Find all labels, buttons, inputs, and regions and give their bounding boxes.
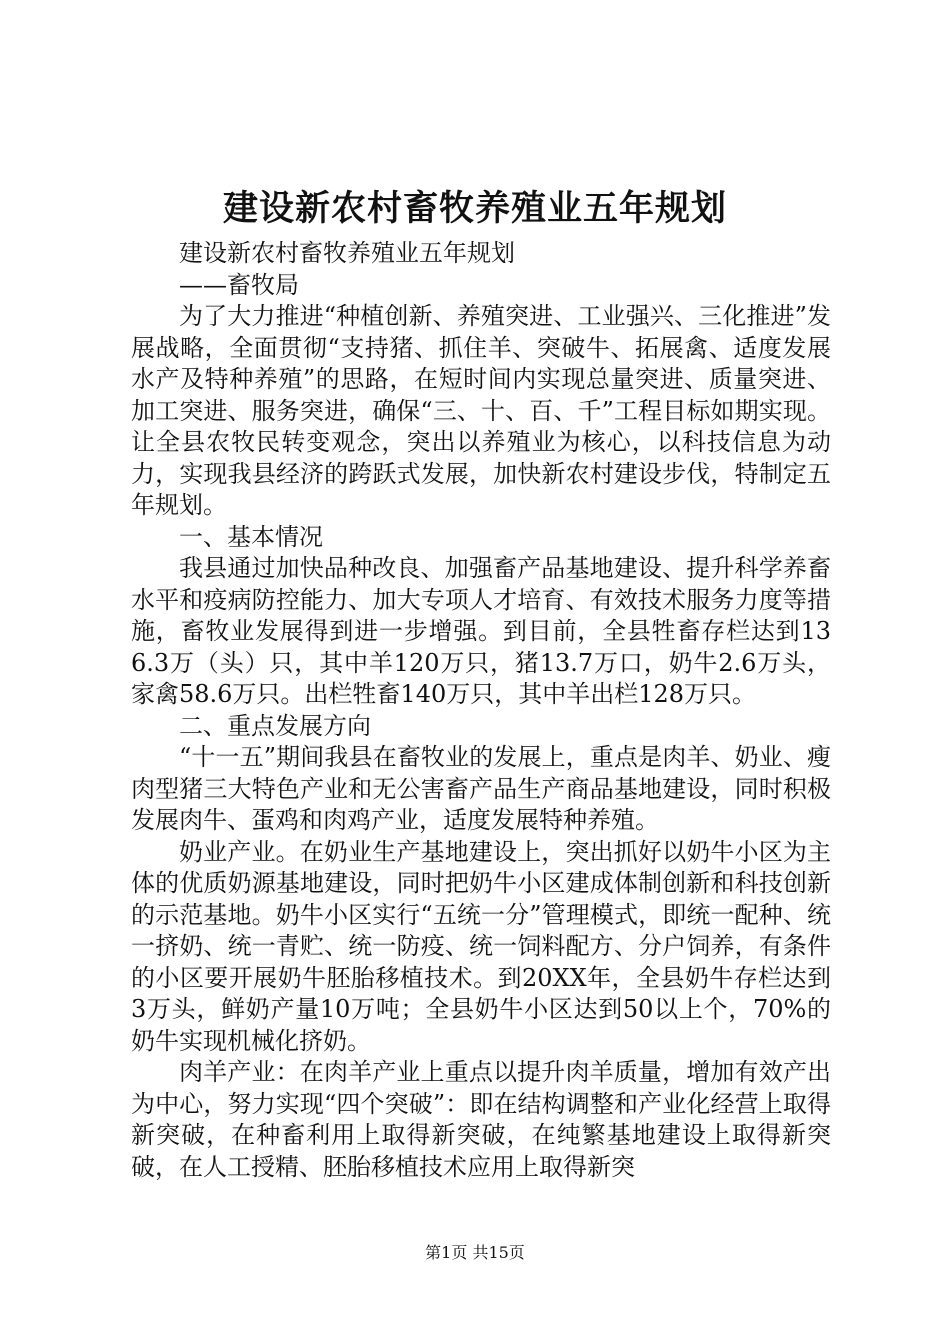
basic-situation-paragraph: 我县通过加快品种改良、加强畜产品基地建设、提升科学养畜水平和疫病防控能力、加大专项人才培育、有效技术服务力度等措施，畜牧业发展得到进一步增强。到目前，全县牲畜存栏达到136.3万（头）只，其中羊120万只，猪13.7万口，奶牛2.6万头，家禽58.6万只。出栏牲畜140万只，其中羊出栏128万只。 — [131, 554, 831, 708]
section-heading-basic-situation: 一、基本情况 — [179, 522, 323, 551]
subtitle-paragraph: 建设新农村畜牧养殖业五年规划 — [179, 239, 515, 267]
section-heading-key-directions: 二、重点发展方向 — [179, 711, 371, 740]
mutton-industry-paragraph: 肉羊产业：在肉羊产业上重点以提升肉羊质量，增加有效产出为中心，努力实现“四个突破”：即在结构调整和产业化经营上取得新突破，在种畜利用上取得新突破，在纯繁基地建设上取得新突破，在人工授精、胚胎移植技术应用上取得新突 — [131, 1058, 831, 1181]
page-footer: 第1页 共15页 — [425, 1243, 525, 1262]
key-directions-paragraph: “十一五”期间我县在畜牧业的发展上，重点是肉羊、奶业、瘦肉型猪三大特色产业和无公害畜产品生产商品基地建设，同时积极发展肉牛、蛋鸡和肉鸡产业，适度发展特种养殖。 — [131, 743, 831, 834]
document-body — [131, 238, 831, 1183]
dairy-industry-paragraph: 奶业产业。在奶业生产基地建设上，突出抓好以奶牛小区为主体的优质奶源基地建设，同时把奶牛小区建成体制创新和科技创新的示范基地。奶牛小区实行“五统一分”管理模式，即统一配种、统一挤奶、统一青贮、统一防疫、统一饲料配方、分户饲养，有条件的小区要开展奶牛胚胎移植技术。到20XX年，全县奶牛存栏达到3万头，鲜奶产量10万吨；全县奶牛小区达到50以上个，70%的奶牛实现机械化挤奶。 — [131, 837, 831, 1055]
author-paragraph: ——畜牧局 — [179, 270, 299, 299]
intro-paragraph: 为了大力推进“种植创新、养殖突进、工业强兴、三化推进”发展战略，全面贯彻“支持猪、抓住羊、突破牛、拓展禽、适度发展水产及特种养殖”的思路，在短时间内实现总量突进、质量突进、加工突进、服务突进，确保“三、十、百、千”工程目标如期实现。让全县农牧民转变观念，突出以养殖业为核心，以科技信息为动力，实现我县经济的跨跃式发展，加快新农村建设步伐，特制定五年规划。 — [131, 302, 831, 519]
document-title: 建设新农村畜牧养殖业五年规划 — [222, 188, 727, 229]
